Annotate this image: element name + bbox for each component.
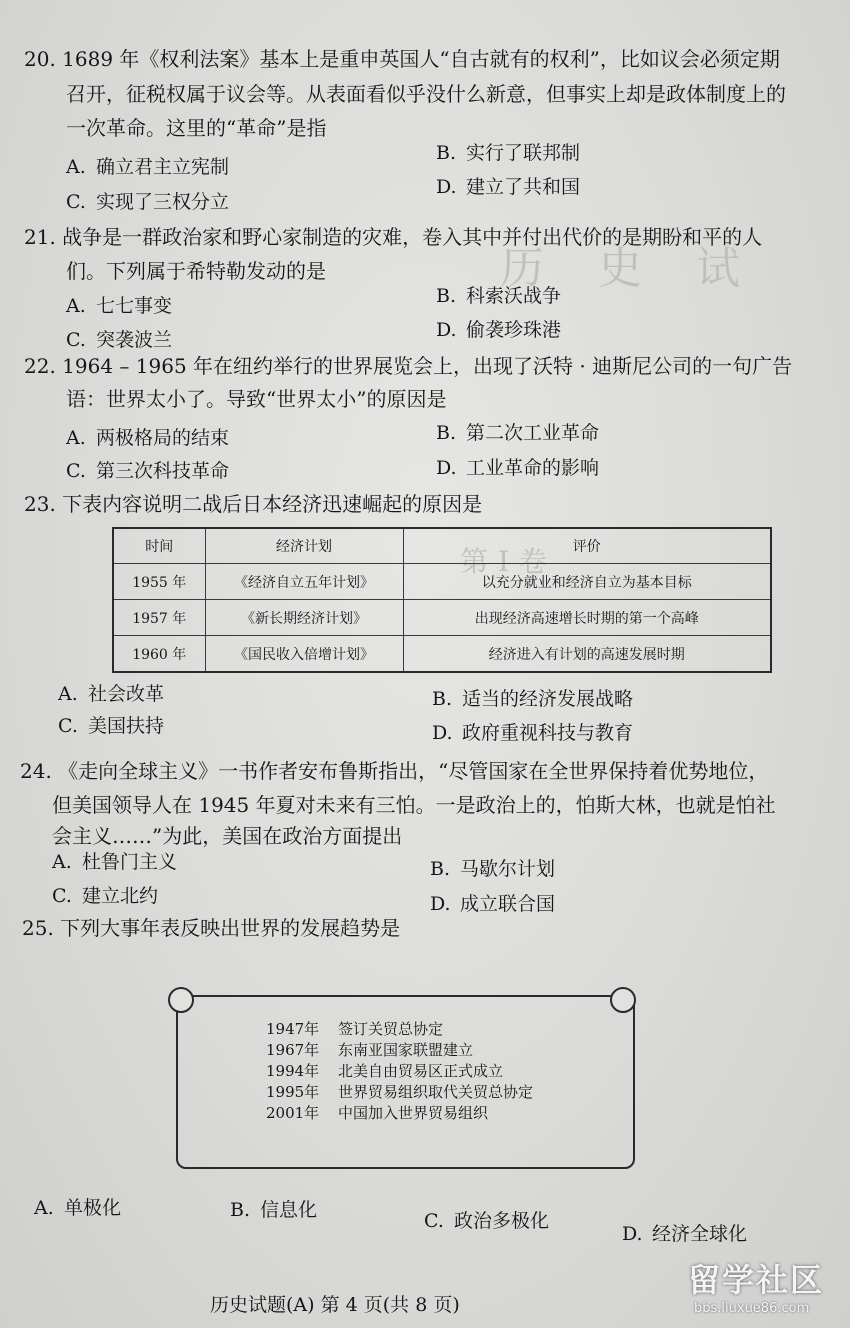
q24-option-b[interactable] bbox=[430, 857, 555, 881]
option-letter: B. bbox=[230, 1199, 251, 1221]
option-text: 实行了联邦制 bbox=[466, 142, 581, 164]
list-item bbox=[266, 1019, 533, 1040]
q22-line1: 22. 1964 – 1965 年在纽约举行的世界展览会上，出现了沃特 · 迪斯尼公司的一句广告 bbox=[24, 354, 793, 378]
option-text: 突袭波兰 bbox=[96, 329, 173, 351]
scroll-roll-left-icon bbox=[168, 987, 194, 1013]
q21-option-b[interactable] bbox=[436, 284, 561, 308]
table-cell-year: 1960 年 bbox=[113, 636, 205, 673]
event-year: 1967年 bbox=[266, 1041, 320, 1059]
q25-option-b[interactable] bbox=[230, 1198, 317, 1222]
event-text: 签订关贸总协定 bbox=[338, 1020, 444, 1038]
table-cell-evaluation: 以充分就业和经济自立为基本目标 bbox=[403, 564, 771, 600]
option-letter: B. bbox=[436, 285, 457, 307]
event-year: 2001年 bbox=[266, 1104, 320, 1122]
q22-line2: 语：世界太小了。导致“世界太小”的原因是 bbox=[66, 387, 447, 411]
page-footer: 历史试题(A) 第 4 页(共 8 页) bbox=[210, 1294, 460, 1316]
q24-line3: 会主义……”为此，美国在政治方面提出 bbox=[52, 824, 403, 848]
q21-option-a[interactable] bbox=[66, 294, 172, 318]
q21-line1: 21. 战争是一群政治家和野心家制造的灾难，卷入其中并付出代价的是期盼和平的人 bbox=[24, 225, 763, 249]
table-cell-evaluation: 出现经济高速增长时期的第一个高峰 bbox=[403, 600, 771, 636]
option-text: 工业革命的影响 bbox=[466, 457, 600, 479]
list-item bbox=[266, 1040, 533, 1061]
watermark-url: bbs.liuxue86.com bbox=[694, 1301, 810, 1316]
option-text: 政府重视科技与教育 bbox=[462, 722, 634, 744]
option-letter: D. bbox=[432, 722, 453, 744]
event-text: 北美自由贸易区正式成立 bbox=[338, 1062, 504, 1080]
q24-option-a[interactable] bbox=[52, 850, 177, 874]
event-text: 东南亚国家联盟建立 bbox=[338, 1041, 474, 1059]
q21-option-c[interactable] bbox=[66, 328, 172, 352]
q20-line1: 20. 1689 年《权利法案》基本上是重申英国人“自古就有的权利”，比如议会必须定期 bbox=[24, 47, 780, 71]
option-text: 偷袭珍珠港 bbox=[466, 319, 562, 341]
option-letter: C. bbox=[66, 191, 86, 213]
bleed-through-subtitle: 第Ⅰ卷 bbox=[460, 545, 558, 578]
q21-line2: 们。下列属于希特勒发动的是 bbox=[66, 259, 326, 283]
q22-option-b[interactable] bbox=[436, 421, 599, 445]
scroll-roll-right-icon bbox=[610, 987, 636, 1013]
q20-option-d[interactable] bbox=[436, 175, 580, 199]
table-cell-year: 1955 年 bbox=[113, 564, 205, 600]
q20-option-b[interactable] bbox=[436, 141, 580, 165]
list-item bbox=[266, 1103, 533, 1124]
q20-option-a[interactable] bbox=[66, 155, 229, 179]
option-letter: D. bbox=[622, 1223, 643, 1245]
column-header-time: 时间 bbox=[113, 528, 205, 564]
option-letter: D. bbox=[430, 893, 451, 915]
column-header-evaluation: 评价 bbox=[403, 528, 771, 564]
option-text: 建立了共和国 bbox=[466, 176, 581, 198]
event-year: 1947年 bbox=[266, 1020, 320, 1038]
q24-option-d[interactable] bbox=[430, 892, 555, 916]
option-text: 实现了三权分立 bbox=[96, 191, 230, 213]
option-letter: C. bbox=[66, 460, 86, 482]
option-text: 美国扶持 bbox=[88, 715, 165, 737]
list-item bbox=[266, 1082, 533, 1103]
table-row bbox=[113, 600, 771, 636]
option-text: 第三次科技革命 bbox=[96, 460, 230, 482]
q23-option-c[interactable] bbox=[58, 714, 164, 738]
option-letter: B. bbox=[436, 142, 457, 164]
option-letter: C. bbox=[58, 715, 78, 737]
q25-option-c[interactable] bbox=[424, 1209, 549, 1233]
option-text: 马歇尔计划 bbox=[460, 858, 556, 880]
watermark bbox=[688, 1255, 838, 1320]
table-header-row bbox=[113, 528, 771, 564]
q22-option-d[interactable] bbox=[436, 456, 599, 480]
option-letter: B. bbox=[430, 858, 451, 880]
q24-line1: 24. 《走向全球主义》一书作者安布鲁斯指出，“尽管国家在全世界保持着优势地位， bbox=[20, 759, 769, 783]
option-text: 社会改革 bbox=[88, 683, 165, 705]
table-cell-year: 1957 年 bbox=[113, 600, 205, 636]
option-text: 信息化 bbox=[260, 1199, 318, 1221]
table-row bbox=[113, 564, 771, 600]
q25-line1: 25. 下列大事年表反映出世界的发展趋势是 bbox=[22, 916, 401, 940]
bleed-through-title: 历 史 试 bbox=[500, 243, 760, 294]
option-text: 科索沃战争 bbox=[466, 285, 562, 307]
option-text: 确立君主立宪制 bbox=[96, 156, 230, 178]
q20-line3: 一次革命。这里的“革命”是指 bbox=[66, 116, 327, 140]
table-row bbox=[113, 636, 771, 673]
event-text: 中国加入世界贸易组织 bbox=[338, 1104, 489, 1122]
option-text: 成立联合国 bbox=[460, 893, 556, 915]
option-letter: A. bbox=[58, 683, 78, 705]
option-letter: A. bbox=[66, 156, 86, 178]
option-letter: A. bbox=[52, 851, 72, 873]
event-year: 1995年 bbox=[266, 1083, 320, 1101]
q25-option-d[interactable] bbox=[622, 1222, 747, 1246]
option-letter: D. bbox=[436, 457, 457, 479]
option-letter: C. bbox=[424, 1210, 444, 1232]
option-text: 经济全球化 bbox=[652, 1223, 748, 1245]
option-letter: B. bbox=[436, 422, 457, 444]
column-header-plan: 经济计划 bbox=[205, 528, 403, 564]
option-letter: A. bbox=[66, 427, 86, 449]
option-text: 第二次工业革命 bbox=[466, 422, 600, 444]
table-cell-evaluation: 经济进入有计划的高速发展时期 bbox=[403, 636, 771, 673]
option-text: 两极格局的结束 bbox=[96, 427, 230, 449]
q22-option-a[interactable] bbox=[66, 426, 229, 450]
q25-option-a[interactable] bbox=[34, 1196, 121, 1220]
q23-option-b[interactable] bbox=[432, 687, 633, 711]
option-letter: D. bbox=[436, 319, 457, 341]
q20-line2: 召开，征税权属于议会等。从表面看似乎没什么新意，但事实上却是政体制度上的 bbox=[66, 82, 786, 106]
q23-option-a[interactable] bbox=[58, 682, 164, 706]
event-list bbox=[266, 1019, 533, 1124]
option-text: 单极化 bbox=[64, 1197, 122, 1219]
option-text: 七七事变 bbox=[96, 295, 173, 317]
table-cell-plan: 《国民收入倍增计划》 bbox=[205, 636, 403, 673]
option-letter: A. bbox=[34, 1197, 54, 1219]
q24-line2: 但美国领导人在 1945 年夏对未来有三怕。一是政治上的，怕斯大林，也就是怕社 bbox=[52, 793, 776, 817]
option-text: 政治多极化 bbox=[454, 1210, 550, 1232]
q24-option-c[interactable] bbox=[52, 884, 158, 908]
option-text: 建立北约 bbox=[82, 885, 159, 907]
option-letter: D. bbox=[436, 176, 457, 198]
economic-plan-table bbox=[112, 527, 772, 673]
option-letter: B. bbox=[432, 688, 453, 710]
timeline-scroll bbox=[168, 985, 638, 1180]
q23-line1: 23. 下表内容说明二战后日本经济迅速崛起的原因是 bbox=[24, 492, 483, 516]
watermark-logo: 留学社区 bbox=[688, 1261, 825, 1299]
event-year: 1994年 bbox=[266, 1062, 320, 1080]
q23-option-d[interactable] bbox=[432, 721, 633, 745]
q20-option-c[interactable] bbox=[66, 190, 229, 214]
option-text: 适当的经济发展战略 bbox=[462, 688, 634, 710]
table-cell-plan: 《经济自立五年计划》 bbox=[205, 564, 403, 600]
option-letter: C. bbox=[52, 885, 72, 907]
event-text: 世界贸易组织取代关贸总协定 bbox=[338, 1083, 534, 1101]
option-letter: A. bbox=[66, 295, 86, 317]
list-item bbox=[266, 1061, 533, 1082]
q21-option-d[interactable] bbox=[436, 318, 561, 342]
option-letter: C. bbox=[66, 329, 86, 351]
option-text: 杜鲁门主义 bbox=[82, 851, 178, 873]
table-cell-plan: 《新长期经济计划》 bbox=[205, 600, 403, 636]
q22-option-c[interactable] bbox=[66, 459, 229, 483]
